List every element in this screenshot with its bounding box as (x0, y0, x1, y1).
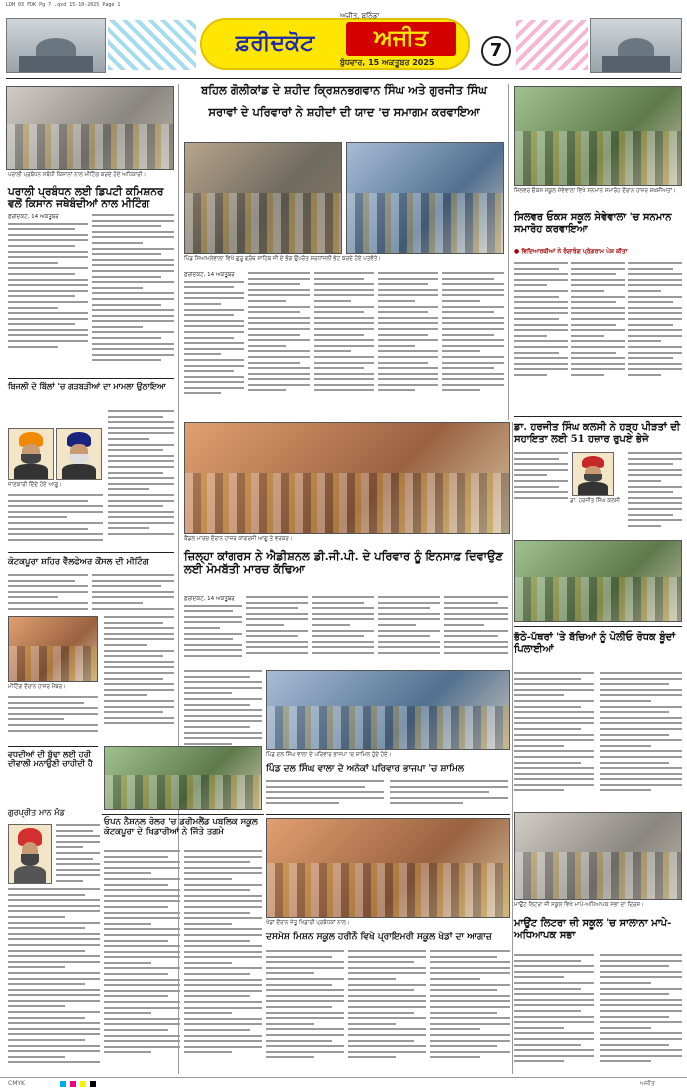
headline-martyrs-line1: ਬਹਿਲ ਗੋਲੀਕਾਂਡ ਦੇ ਸ਼ਹੀਦ ਕ੍ਰਿਸ਼ਨਭਗਵਾਨ ਸਿੰਘ ਅਤੇ ਗੁਰਜੀਤ ਸਿੰਘ (201, 83, 487, 97)
dateline-stubble: ਫ਼ਰੀਦਕੋਟ, 14 ਅਕਤੂਬਰ (8, 214, 59, 220)
story-martyrs-col4 (378, 272, 438, 412)
story-dasmesh-col3 (430, 950, 510, 1072)
masthead-rule (6, 78, 681, 79)
story-council-col1 (8, 696, 98, 740)
headline-bjp-joining: ਪਿੰਡ ਦਲ ਸਿੰਘ ਵਾਲਾ ਦੇ ਅਨੇਕਾਂ ਪਰਿਵਾਰ ਭਾਜਪਾ 'ਚ ਸ਼ਾਮਿਲ (266, 764, 464, 774)
photo-kalsi-family (514, 540, 682, 622)
cyan-swatch (60, 1081, 66, 1087)
dateline-martyrs: ਫ਼ਰੀਦਕੋਟ, 14 ਅਕਤੂਬਰ (184, 272, 235, 278)
caption-bjp-joining: ਪਿੰਡ ਦਲ ਸਿੰਘ ਵਾਲਾ ਦੇ ਪਰਿਵਾਰ ਭਾਜਪਾ 'ਚ ਸ਼ਾਮਿਲ ਹੁੰਦੇ ਹੋਏ। (266, 752, 392, 758)
story-electricity-col2 (108, 410, 174, 546)
photo-martyrs-gathering-2 (346, 142, 504, 254)
headline-dasmesh-sports: ਦਸਮੇਸ਼ ਮਿਸ਼ਨ ਸਕੂਲ ਹਰੀਨੌ ਵਿਖੇ ਪ੍ਰਾਇਮਰੀ ਸਕੂਲ ਖੇਡਾਂ ਦਾ ਆਗਾਜ਼ (266, 932, 492, 942)
portrait-kalsi (572, 452, 614, 496)
caption-silver-oaks: ਸਿਲਵਰ ਓਕਸ ਸਕੂਲ ਸੇਵੇਵਾਲਾ ਵਿਖੇ ਸਨਮਾਨ ਸਮਾਰੋਹ ਦੌਰਾਨ ਹਾਜ਼ਰ ਸ਼ਖ਼ਸੀਅਤਾਂ। (514, 188, 676, 194)
headline-council-meeting: ਕੋਟਕਪੂਰਾ ਸ਼ਹਿਰ ਵੈੱਲਫੇਅਰ ਕੌਂਸਲ ਦੀ ਮੀਟਿੰਗ (8, 557, 149, 567)
caption-parent-teacher: ਮਾਉਂਟ ਲਿਟਰਾ ਜ਼ੀ ਸਕੂਲ ਵਿਖੇ ਮਾਪੇ-ਅਧਿਆਪਕ ਸਭਾ ਦਾ ਦ੍ਰਿਸ਼। (514, 902, 644, 908)
yellow-swatch (80, 1081, 86, 1087)
story-silver-oaks-col3 (628, 262, 682, 412)
headline-candle-march: ਜ਼ਿਲ੍ਹਾ ਕਾਂਗਰਸ ਨੇ ਐਡੀਸ਼ਨਲ ਡੀ.ਜੀ.ਪੀ. ਦੇ ਪਰਿਵਾਰ ਨੂੰ ਇਨਸਾਫ਼ ਦਿਵਾਉਣ ਲਈ ਮੋਮਬੱਤੀ ਮਾਰਚ ਕੱਢਿਆ (184, 549, 503, 577)
photo-roller-skating-team (104, 746, 262, 810)
photo-farmers-meeting (6, 86, 174, 170)
story-council-intro (8, 574, 88, 614)
story-candle-col5 (444, 596, 508, 666)
headline-roller-skating: ਓਪਨ ਨੈਸ਼ਨਲ ਰੋਲਰ 'ਚ ਡਰੀਮਲੈਂਡ ਪਬਲਿਕ ਸਕੂਲ ਕੋਟਕਪੂਰਾ ਦੇ ਖਿਡਾਰੀਆਂ ਨੇ ਜਿੱਤੇ ਤਗਮੇ (104, 817, 258, 837)
photo-dasmesh-sports (266, 818, 510, 918)
story-silver-oaks-col1 (514, 262, 568, 412)
magenta-swatch (70, 1081, 76, 1087)
masthead-date: ਬੁੱਧਵਾਰ, 15 ਅਕਤੂਬਰ 2025 (340, 58, 435, 67)
story-kalsi-col3 (628, 452, 682, 542)
story-martyrs-col2 (248, 272, 310, 412)
story-silver-oaks-col2 (571, 262, 625, 412)
photo-martyrs-gathering-1 (184, 142, 342, 254)
story-polio-col2 (600, 672, 682, 812)
caption-farmers-meeting: ਪਰਾਲੀ ਪ੍ਰਬੰਧਨ ਸਬੰਧੀ ਕਿਸਾਨਾਂ ਨਾਲ ਮੀਟਿੰਗ ਕਰਦੇ ਹੋਏ ਅਧਿਕਾਰੀ। (8, 172, 147, 178)
black-swatch (90, 1081, 96, 1087)
caption-dasmesh-sports: ਖੇਡਾਂ ਦੌਰਾਨ ਜੇਤੂ ਖਿਡਾਰੀ ਪ੍ਰਬੰਧਕਾਂ ਨਾਲ। (266, 920, 350, 926)
caption-leaders: ਜਾਣਕਾਰੀ ਦਿੰਦੇ ਹੋਏ ਆਗੂ। (8, 482, 62, 488)
story-electricity-col1 (8, 494, 103, 544)
headline-parent-teacher: ਮਾਉਂਟ ਲਿਟਰਾ ਜ਼ੀ ਸਕੂਲ 'ਚ ਸਾਲਾਨਾ ਮਾਪੇ-ਅਧਿਆਪਕ ਸਭਾ (514, 918, 672, 941)
caption-council-meeting: ਮੀਟਿੰਗ ਦੌਰਾਨ ਹਾਜ਼ਰ ਮੈਂਬਰ। (8, 684, 66, 690)
divider (102, 814, 264, 815)
headline-martyrs-line2: ਸਰਾਵਾਂ ਦੇ ਪਰਿਵਾਰਾਂ ਨੇ ਸ਼ਹੀਦਾਂ ਦੀ ਯਾਦ 'ਚ ਸਮਾਗਮ ਕਰਵਾਇਆ (208, 105, 480, 119)
story-diwali-col2 (8, 888, 100, 1073)
divider (514, 626, 682, 627)
masthead-brand-logo: ਅਜੀਤ (346, 22, 456, 56)
footer-right-text: ਅਜੀਤ (640, 1080, 655, 1087)
column-rule (512, 422, 513, 1074)
page-number: 7 (481, 36, 511, 66)
story-parent-teacher-col1 (514, 954, 594, 1072)
story-candle-col3 (312, 596, 374, 666)
caption-kalsi: ਡਾ. ਹਰਜੀਤ ਸਿੰਘ ਕਲਸੀ (570, 498, 621, 504)
portrait-leader-1 (8, 428, 54, 480)
printer-slug: LDH 03 FDK Pg 7 .qxd 15-10-2025 Page 1 (6, 2, 121, 8)
photo-parent-teacher-meeting (514, 812, 682, 900)
portrait-author (8, 824, 52, 884)
masthead-pattern-right (516, 20, 588, 70)
story-martyrs-col5 (442, 272, 504, 412)
masthead-building-photo-left (6, 18, 106, 73)
photo-candle-march (184, 422, 510, 534)
caption-martyrs: ਪਿੰਡ ਸਿਆਮਲੇਵਾਲਾ ਵਿਖੇ ਗੁਰੂ ਗ੍ਰੰਥ ਸਾਹਿਬ ਜੀ ਦੇ ਭੋਗ ਉਪਰੰਤ ਸ਼ਰਧਾਂਜਲੀ ਭੇਟ ਕਰਦੇ ਹੋਏ ਪਤਵੰਤੇ। (184, 256, 381, 262)
divider (8, 746, 98, 747)
story-roller-col1 (104, 850, 180, 1072)
story-martyrs-col1 (184, 272, 244, 412)
story-roller-col2 (184, 850, 262, 1072)
story-stubble-col2 (92, 214, 174, 374)
headline-green-diwali: ਵਧਦੀਆਂ ਦੀ ਬੁੱਢਾ ਲਈ ਹਰੀ ਦੀਵਾਲੀ ਮਨਾਉਣੀ ਚਾਹੀਦੀ ਹੈ (8, 749, 93, 769)
headline-stubble-meeting: ਪਰਾਲੀ ਪ੍ਰਬੰਧਨ ਲਈ ਡਿਪਟੀ ਕਮਿਸ਼ਨਰ ਵਲੋਂ ਕਿਸਾਨ ਜਥੇਬੰਦੀਆਂ ਨਾਲ ਮੀਟਿੰਗ (8, 186, 164, 211)
story-bjp-col2 (266, 780, 384, 810)
byline-green-diwali: ਗੁਰਪ੍ਰੀਤ ਮਾਨ ਮੰਡ (8, 807, 65, 817)
masthead-building-photo-right (590, 18, 682, 73)
headline-silver-oaks: ਸਿਲਵਰ ਓਕਸ ਸਕੂਲ ਸੇਵੇਵਾਲਾ 'ਚ ਸਨਮਾਨ ਸਮਾਰੋਹ ਕਰਵਾਇਆ (514, 212, 672, 235)
story-dasmesh-col1 (266, 950, 344, 1072)
story-candle-col4 (378, 596, 440, 666)
story-candle-col1 (184, 596, 242, 666)
story-council-intro-2 (92, 574, 174, 614)
story-martyrs-col3 (314, 272, 374, 412)
divider (8, 378, 174, 379)
photo-bjp-joining (266, 670, 510, 750)
headline-polio-drops: ਭੱਠੇ-ਪੱਥਰਾਂ 'ਤੇ ਬੱਚਿਆਂ ਨੂੰ ਪੋਲੀਓ ਰੋਧਕ ਬੂੰਦਾਂ ਪਿਲਾਈਆਂ (514, 632, 676, 655)
column-rule (508, 84, 509, 420)
story-candle-col2 (246, 596, 308, 666)
portrait-leader-2 (56, 428, 102, 480)
story-council-col2 (104, 616, 174, 736)
story-polio-col1 (514, 672, 594, 812)
photo-silver-oaks-event (514, 86, 682, 186)
story-stubble-col1 (8, 214, 88, 374)
story-parent-teacher-col2 (600, 954, 682, 1072)
headline-electricity-bills: ਬਿਜਲੀ ਦੇ ਬਿੱਲਾਂ 'ਚ ਗੜਬੜੀਆਂ ਦਾ ਮਾਮਲਾ ਉਠਾਇਆ (8, 381, 166, 391)
story-dasmesh-col2 (348, 950, 426, 1072)
headline-kalsi-donation: ਡਾ. ਹਰਜੀਤ ਸਿੰਘ ਕਲਸੀ ਨੇ ਹੜ੍ਹ ਪੀੜਤਾਂ ਦੀ ਸਹਾਇਤਾ ਲਈ 51 ਹਜ਼ਾਰ ਰੁਪਏ ਭੇਜੇ (514, 422, 680, 445)
subhead-silver-oaks: ● ਵਿਦਿਆਰਥੀਆਂ ਨੇ ਰੰਗਾਰੰਗ ਪ੍ਰੋਗਰਾਮ ਪੇਸ਼ ਕੀਤਾ (514, 248, 628, 255)
caption-candle-march: ਕੈਂਡਲ ਮਾਰਚ ਦੌਰਾਨ ਹਾਜ਼ਰ ਕਾਂਗਰਸੀ ਆਗੂ ਤੇ ਵਰਕਰ। (184, 536, 293, 542)
dateline-candle-march: ਫ਼ਰੀਦਕੋਟ, 14 ਅਕਤੂਬਰ (184, 596, 235, 602)
divider (8, 552, 174, 553)
divider (514, 416, 682, 417)
masthead-pattern-left (108, 20, 196, 70)
masthead-subtitle: ਅਜੀਤ, ਬਠਿੰਡਾ (340, 12, 380, 20)
divider (266, 814, 510, 815)
print-footer (0, 1077, 687, 1089)
story-bjp-col3 (390, 780, 508, 810)
photo-council-meeting (8, 616, 98, 682)
story-kalsi-col1 (514, 452, 568, 512)
footer-left-text: CMYK (8, 1080, 25, 1087)
masthead-city-title: ਫ਼ਰੀਦਕੋਟ (235, 30, 315, 56)
